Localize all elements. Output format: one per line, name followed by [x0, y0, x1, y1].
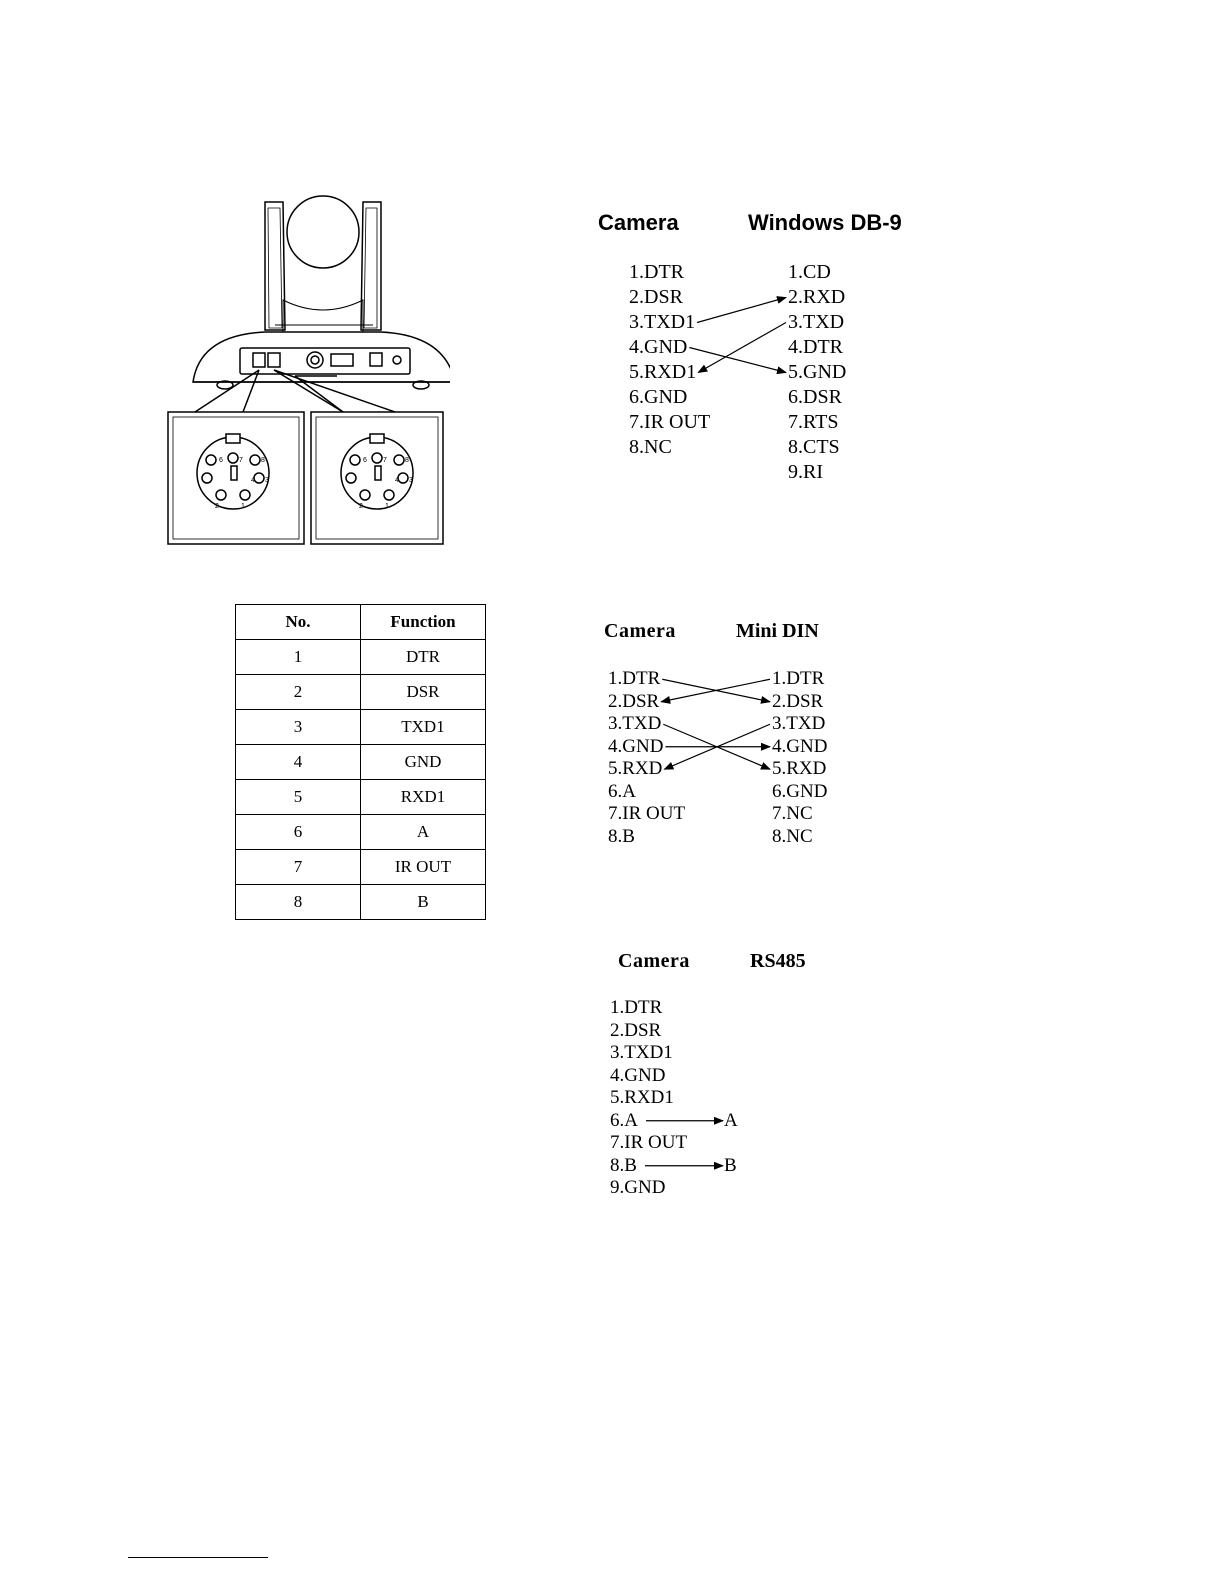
pin-number: 8: [236, 885, 361, 920]
minidin-camera-pin: 3.TXD: [608, 713, 662, 734]
connector-pin-number: 6: [219, 457, 223, 464]
minidin-connector-pin: 8.NC: [772, 825, 813, 847]
pin-function: A: [361, 815, 486, 850]
connector-pin-number: 1: [385, 503, 389, 510]
table-row: [236, 850, 486, 885]
minidin-wiring-diagram: [604, 620, 904, 860]
table-row: [236, 640, 486, 675]
db9-connector-pin: 2.RXD: [788, 286, 846, 308]
pin-function: IR OUT: [361, 850, 486, 885]
rs485-camera-pin: 1.DTR: [610, 997, 663, 1018]
pin-number: 3: [236, 710, 361, 745]
connector-pin-number: 2: [359, 503, 363, 510]
minidin-connector-pin: 3.TXD: [772, 713, 826, 734]
minidin-camera-pin: 7.IR OUT: [608, 803, 686, 824]
pin-number: 1: [236, 640, 361, 675]
minidin-camera-pin: 6.A: [608, 780, 636, 802]
table-header-row: [236, 605, 486, 640]
db9-connector-pin: 3.TXD: [788, 311, 845, 333]
pin-number: 5: [236, 780, 361, 815]
pin-number: 6: [236, 815, 361, 850]
minidin-connector-pin: 2.DSR: [772, 690, 824, 712]
db9-camera-pin: 2.DSR: [629, 286, 683, 308]
camera-rear-illustration: [165, 190, 450, 550]
minidin-camera-pin: 2.DSR: [608, 690, 660, 712]
rs485-camera-pin: 8.B: [610, 1154, 637, 1176]
rs485-camera-pin: 4.GND: [610, 1064, 666, 1086]
minidin-camera-pin: 8.B: [608, 825, 635, 847]
db9-connector-pin: 5.GND: [788, 361, 847, 383]
db9-camera-pin: 8.NC: [629, 436, 672, 458]
connector-pin-number: 4: [251, 477, 255, 484]
table-row: [236, 815, 486, 850]
db9-connector-pin: 6.DSR: [788, 386, 842, 408]
camera-lens: [287, 196, 359, 268]
minidin-camera-pin: 5.RXD: [608, 758, 663, 779]
minidin-wire-arrows: [604, 620, 904, 860]
table-row: [236, 780, 486, 815]
pin-function: TXD1: [361, 710, 486, 745]
rs485-target-label: B: [724, 1154, 737, 1176]
table-row: [236, 710, 486, 745]
connector-pin-number: 3: [265, 477, 269, 484]
minidin-connector-pin: 5.RXD: [772, 758, 827, 779]
rs485-target-label: A: [724, 1109, 738, 1131]
pin-number: 7: [236, 850, 361, 885]
connector-pin-number: 7: [239, 457, 243, 464]
minidin-connector-pin: 4.GND: [772, 735, 828, 757]
db9-camera-title: Camera: [598, 210, 679, 235]
rs485-camera-title: Camera: [618, 950, 690, 972]
pin-function-table: [235, 604, 486, 920]
table-row: [236, 885, 486, 920]
rs485-camera-pin: 2.DSR: [610, 1019, 662, 1041]
rs485-connector-title: RS485: [750, 950, 806, 972]
rs485-wire-arrows: [610, 950, 870, 1210]
column-header-function: Function: [361, 605, 486, 640]
footnote-rule: [128, 1557, 268, 1558]
minidin-connector-pin: 1.DTR: [772, 668, 825, 689]
db9-connector-title: Windows DB-9: [748, 210, 902, 235]
table-row: [236, 745, 486, 780]
pin-number: 4: [236, 745, 361, 780]
connector-pin-number: 1: [241, 503, 245, 510]
db9-wire-arrows: [598, 210, 938, 490]
pin-function: RXD1: [361, 780, 486, 815]
pin-function: DTR: [361, 640, 486, 675]
db9-wire-arrow: [697, 298, 786, 323]
db9-wire-arrow: [698, 323, 786, 373]
pin-function: GND: [361, 745, 486, 780]
db9-camera-pin: 6.GND: [629, 386, 688, 408]
table-row: [236, 675, 486, 710]
db9-camera-pin: 3.TXD1: [629, 311, 696, 333]
db9-connector-pin: 9.RI: [788, 461, 823, 483]
connector-pin-number: 8: [405, 457, 409, 464]
connector-pin-number: 7: [383, 457, 387, 464]
db9-camera-pin: 7.IR OUT: [629, 411, 711, 433]
minidin-connector-pin: 6.GND: [772, 780, 828, 802]
db9-connector-pin: 8.CTS: [788, 436, 840, 458]
rs485-camera-pin: 6.A: [610, 1109, 638, 1131]
pin-number: 2: [236, 675, 361, 710]
minidin-connector-pin: 7.NC: [772, 803, 813, 824]
db9-connector-pin: 4.DTR: [788, 336, 843, 358]
rs485-camera-pin: 3.TXD1: [610, 1042, 673, 1063]
rs485-wiring-diagram: [610, 950, 870, 1210]
connector-pin-number: 2: [215, 503, 219, 510]
db9-camera-pin: 5.RXD1: [629, 361, 697, 383]
db9-camera-pin: 4.GND: [629, 336, 688, 358]
minidin-connector-title: Mini DIN: [736, 620, 819, 642]
connector-pin-number: 6: [363, 457, 367, 464]
db9-camera-pin: 1.DTR: [629, 261, 684, 283]
rs485-camera-pin: 7.IR OUT: [610, 1132, 688, 1153]
db9-connector-pin: 1.CD: [788, 261, 831, 283]
column-header-no: No.: [236, 605, 361, 640]
mini-din-connector-right: [311, 412, 443, 544]
connector-pin-number: 4: [395, 477, 399, 484]
pin-function: DSR: [361, 675, 486, 710]
pin-function: B: [361, 885, 486, 920]
db9-wiring-diagram: [598, 210, 938, 490]
db9-connector-pin: 7.RTS: [788, 411, 839, 433]
rs485-camera-pin: 9.GND: [610, 1177, 666, 1198]
connector-pin-number: 8: [261, 457, 265, 464]
minidin-camera-title: Camera: [604, 620, 676, 642]
rs485-camera-pin: 5.RXD1: [610, 1087, 674, 1108]
mini-din-connector-left: [168, 412, 304, 544]
connector-pin-number: 3: [409, 477, 413, 484]
minidin-camera-pin: 4.GND: [608, 735, 664, 757]
minidin-camera-pin: 1.DTR: [608, 668, 661, 689]
